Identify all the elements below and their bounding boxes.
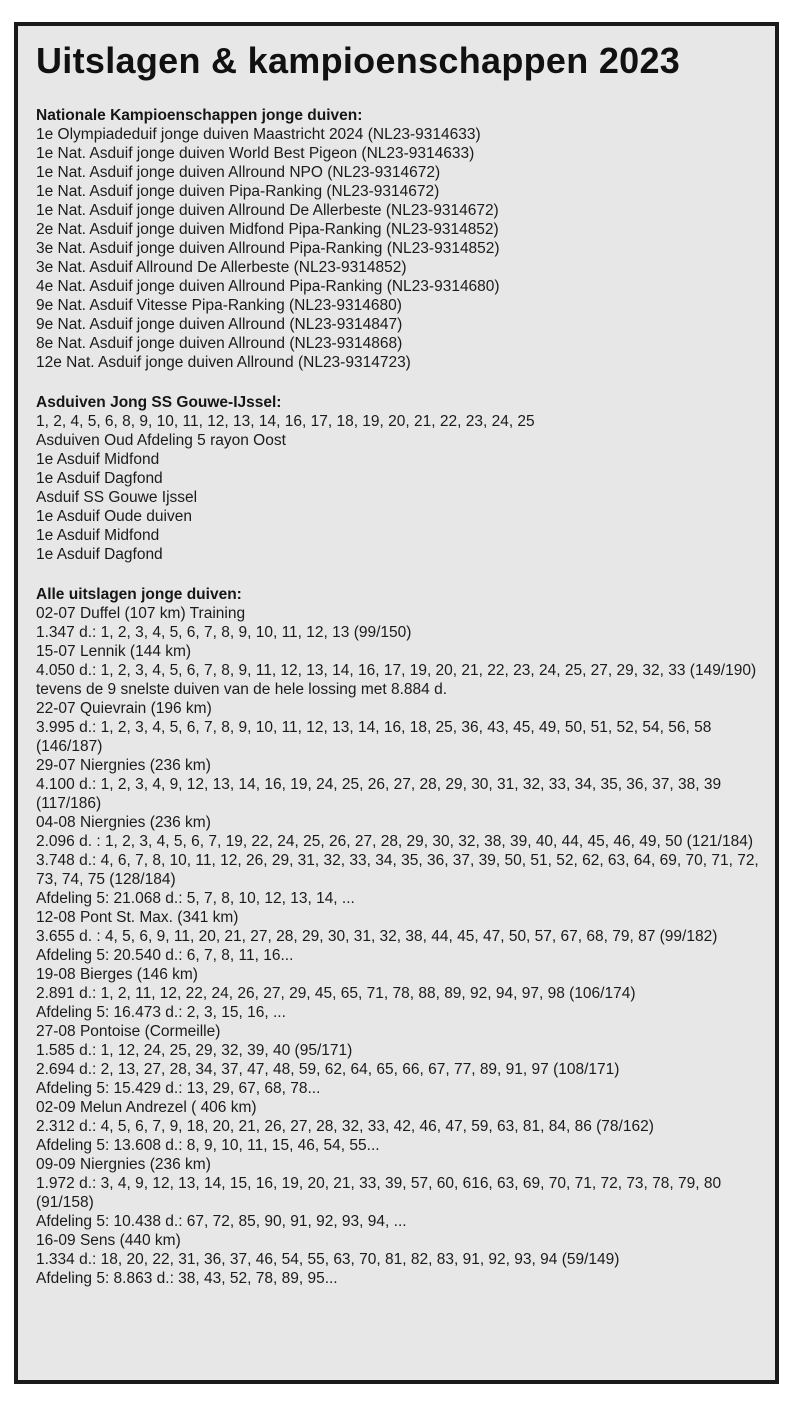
text-line: 19-08 Bierges (146 km): [36, 966, 198, 983]
text-line: 2e Nat. Asduif jonge duiven Midfond Pipa-Ranking (NL23-9314852): [36, 221, 499, 238]
text-line: 1, 2, 4, 5, 6, 8, 9, 10, 11, 12, 13, 14, 16, 17, 18, 19, 20, 21, 22, 23, 24, 25: [36, 413, 535, 430]
text-line: 3.748 d.: 4, 6, 7, 8, 10, 11, 12, 26, 29, 31, 32, 33, 34, 35, 36, 37, 39, 50, 51, 52, 62, 63, 64, 69, 70, 71, 72, 73, 74, 75 (128/184): [36, 852, 759, 888]
text-line: 29-07 Niergnies (236 km): [36, 757, 211, 774]
section-lines-national-championships: [36, 125, 761, 372]
text-line: 8e Nat. Asduif jonge duiven Allround (NL23-9314868): [36, 335, 403, 352]
text-line: 1.347 d.: 1, 2, 3, 4, 5, 6, 7, 8, 9, 10, 11, 12, 13 (99/150): [36, 624, 412, 641]
text-line: 1e Nat. Asduif jonge duiven Allround NPO (NL23-9314672): [36, 164, 441, 181]
section-national-championships: [36, 106, 761, 372]
section-lines-alle-uitslagen: [36, 604, 761, 1288]
text-line: 3e Nat. Asduif Allround De Allerbeste (NL23-9314852): [36, 259, 407, 276]
text-line: Afdeling 5: 10.438 d.: 67, 72, 85, 90, 91, 92, 93, 94, ...: [36, 1213, 407, 1230]
text-line: 1e Asduif Midfond: [36, 451, 160, 468]
text-line: 1e Nat. Asduif jonge duiven Pipa-Ranking (NL23-9314672): [36, 183, 440, 200]
text-line: Afdeling 5: 16.473 d.: 2, 3, 15, 16, ...: [36, 1004, 286, 1021]
text-line: 02-09 Melun Andrezel ( 406 km): [36, 1099, 257, 1116]
text-line: Asduiven Oud Afdeling 5 rayon Oost: [36, 432, 286, 449]
text-line: 1e Asduif Dagfond: [36, 470, 163, 487]
text-line: 09-09 Niergnies (236 km): [36, 1156, 211, 1173]
text-line: 15-07 Lennik (144 km): [36, 643, 192, 660]
text-line: 27-08 Pontoise (Cormeille): [36, 1023, 221, 1040]
text-line: 04-08 Niergnies (236 km): [36, 814, 211, 831]
section-alle-uitslagen: [36, 585, 761, 1288]
text-line: 3e Nat. Asduif jonge duiven Allround Pipa-Ranking (NL23-9314852): [36, 240, 500, 257]
text-line: 4e Nat. Asduif jonge duiven Allround Pipa-Ranking (NL23-9314680): [36, 278, 500, 295]
text-line: 2.096 d. : 1, 2, 3, 4, 5, 6, 7, 19, 22, 24, 25, 26, 27, 28, 29, 30, 32, 38, 39, 40, 44, 45, 46, 49, 50 (121/184): [36, 833, 753, 850]
text-line: Asduif SS Gouwe Ijssel: [36, 489, 198, 506]
section-heading-alle-uitslagen: Alle uitslagen jonge duiven:: [36, 586, 242, 603]
text-line: 3.995 d.: 1, 2, 3, 4, 5, 6, 7, 8, 9, 10, 11, 12, 13, 14, 16, 18, 25, 36, 43, 45, 49, 50, 51, 52, 54, 56, 58 (146/187): [36, 719, 712, 755]
text-line: 1e Nat. Asduif jonge duiven Allround De Allerbeste (NL23-9314672): [36, 202, 499, 219]
section-asduiven-jong: [36, 393, 761, 564]
text-line: 4.100 d.: 1, 2, 3, 4, 9, 12, 13, 14, 16, 19, 24, 25, 26, 27, 28, 29, 30, 31, 32, 33, 34, 35, 36, 37, 38, 39 (117/186): [36, 776, 722, 812]
text-line: Afdeling 5: 13.608 d.: 8, 9, 10, 11, 15, 46, 54, 55...: [36, 1137, 380, 1154]
section-heading-national-championships: Nationale Kampioenschappen jonge duiven:: [36, 107, 363, 124]
text-line: 1e Asduif Dagfond: [36, 546, 163, 563]
text-line: 1.334 d.: 18, 20, 22, 31, 36, 37, 46, 54, 55, 63, 70, 81, 82, 83, 91, 92, 93, 94 (59/149): [36, 1251, 620, 1268]
text-line: 16-09 Sens (440 km): [36, 1232, 181, 1249]
text-line: Afdeling 5: 21.068 d.: 5, 7, 8, 10, 12, 13, 14, ...: [36, 890, 355, 907]
text-line: 22-07 Quievrain (196 km): [36, 700, 212, 717]
text-line: 1e Asduif Oude duiven: [36, 508, 192, 525]
text-line: 9e Nat. Asduif jonge duiven Allround (NL23-9314847): [36, 316, 403, 333]
text-line: 1e Olympiadeduif jonge duiven Maastricht 2024 (NL23-9314633): [36, 126, 481, 143]
text-line: 9e Nat. Asduif Vitesse Pipa-Ranking (NL23-9314680): [36, 297, 402, 314]
text-line: 1.585 d.: 1, 12, 24, 25, 29, 32, 39, 40 (95/171): [36, 1042, 353, 1059]
text-line: 12-08 Pont St. Max. (341 km): [36, 909, 239, 926]
text-line: Afdeling 5: 15.429 d.: 13, 29, 67, 68, 78...: [36, 1080, 321, 1097]
section-heading-asduiven-jong: Asduiven Jong SS Gouwe-IJssel:: [36, 394, 282, 411]
text-line: 2.694 d.: 2, 13, 27, 28, 34, 37, 47, 48, 59, 62, 64, 65, 66, 67, 77, 89, 91, 97 (108/171): [36, 1061, 620, 1078]
text-line: 3.655 d. : 4, 5, 6, 9, 11, 20, 21, 27, 28, 29, 30, 31, 32, 38, 44, 45, 47, 50, 57, 67, 68, 79, 87 (99/182): [36, 928, 718, 945]
section-lines-asduiven-jong: [36, 412, 761, 564]
page-title: Uitslagen & kampioenschappen 2023: [36, 40, 681, 81]
text-line: 02-07 Duffel (107 km) Training: [36, 605, 246, 622]
text-line: 1e Asduif Midfond: [36, 527, 160, 544]
text-line: 2.312 d.: 4, 5, 6, 7, 9, 18, 20, 21, 26, 27, 28, 32, 33, 42, 46, 47, 59, 63, 81, 84, 86 (78/162): [36, 1118, 654, 1135]
text-line: 1.972 d.: 3, 4, 9, 12, 13, 14, 15, 16, 19, 20, 21, 33, 39, 57, 60, 616, 63, 69, 70, 71, 72, 73, 78, 79, 80 (91/158): [36, 1175, 722, 1211]
text-line: 12e Nat. Asduif jonge duiven Allround (NL23-9314723): [36, 354, 411, 371]
results-panel: [14, 22, 779, 1384]
text-line: Afdeling 5: 20.540 d.: 6, 7, 8, 11, 16...: [36, 947, 294, 964]
text-line: 2.891 d.: 1, 2, 11, 12, 22, 24, 26, 27, 29, 45, 65, 71, 78, 88, 89, 92, 94, 97, 98 (106/174): [36, 985, 636, 1002]
text-line: tevens de 9 snelste duiven van de hele lossing met 8.884 d.: [36, 681, 448, 698]
text-line: Afdeling 5: 8.863 d.: 38, 43, 52, 78, 89, 95...: [36, 1270, 338, 1287]
text-line: 4.050 d.: 1, 2, 3, 4, 5, 6, 7, 8, 9, 11, 12, 13, 14, 16, 17, 19, 20, 21, 22, 23, 24, 25, 27, 29, 32, 33 (149/190): [36, 662, 757, 679]
text-line: 1e Nat. Asduif jonge duiven World Best Pigeon (NL23-9314633): [36, 145, 475, 162]
